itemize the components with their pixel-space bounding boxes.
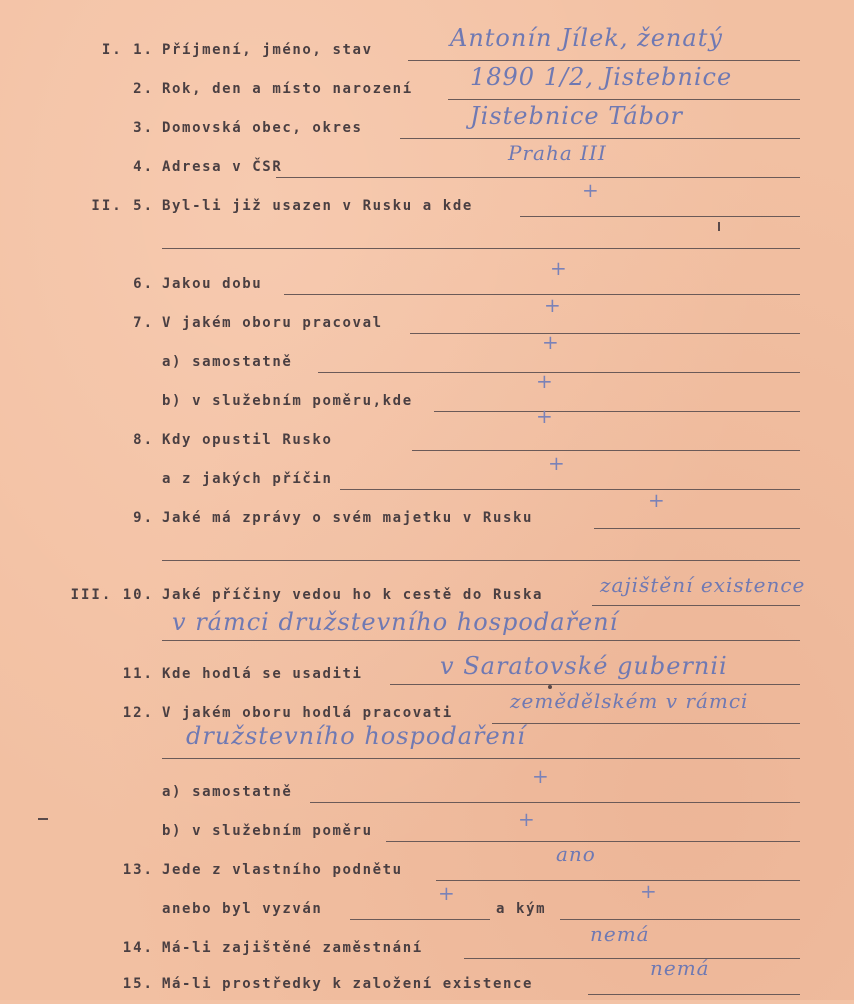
form-row-6	[0, 256, 854, 304]
form-row-3	[0, 102, 854, 148]
field-label: Adresa v ČSR	[162, 159, 283, 175]
item-number: I. 1.	[101, 42, 154, 58]
answer-line	[436, 880, 800, 881]
handwritten-answer: v rámci družstevního hospodaření	[172, 608, 619, 636]
form-row-5-continuation	[0, 226, 854, 258]
answer-line	[340, 489, 800, 490]
item-number: 6.	[133, 276, 154, 292]
form-row-7a	[0, 330, 854, 382]
answer-line	[276, 177, 800, 178]
handwritten-answer: Jistebnice Tábor	[470, 102, 683, 130]
handwritten-answer: +	[438, 881, 455, 905]
answer-line	[434, 411, 800, 412]
field-label: Kde hodlá se usaditi	[162, 666, 363, 682]
field-label: V jakém oboru pracoval	[162, 315, 383, 331]
handwritten-answer: +	[542, 330, 559, 354]
answer-line	[560, 919, 800, 920]
item-number: 11.	[122, 666, 154, 682]
field-label: Byl-li již usazen v Rusku a kde	[162, 198, 473, 214]
form-row-10-continuation	[0, 608, 854, 650]
answer-line	[412, 450, 800, 451]
handwritten-answer: družstevního hospodaření	[186, 722, 526, 750]
handwritten-answer: +	[640, 879, 657, 903]
field-label: Domovská obec, okres	[162, 120, 363, 136]
field-label-kym: a kým	[496, 901, 547, 917]
answer-line	[390, 684, 800, 685]
field-label: b) v služebním poměru,kde	[162, 393, 413, 409]
answer-line	[408, 60, 800, 61]
form-row-9	[0, 488, 854, 538]
item-number: III. 10.	[70, 587, 154, 603]
field-label: Příjmení, jméno, stav	[162, 42, 373, 58]
field-label: Má-li zajištěné zaměstnání	[162, 940, 423, 956]
handwritten-answer: Antonín Jílek, ženatý	[450, 24, 723, 52]
answer-line	[592, 605, 800, 606]
item-number: II. 5.	[91, 198, 154, 214]
item-number: 4.	[133, 159, 154, 175]
field-label: Má-li prostředky k založení existence	[162, 976, 534, 992]
ink-mark	[718, 222, 720, 231]
answer-line	[492, 723, 800, 724]
item-number: 2.	[133, 81, 154, 97]
item-number: 9.	[133, 510, 154, 526]
form-row-9-continuation	[0, 538, 854, 570]
item-number: 7.	[133, 315, 154, 331]
field-label: V jakém oboru hodlá pracovati	[162, 705, 453, 721]
answer-line	[284, 294, 800, 295]
answer-line	[162, 640, 800, 641]
form-row-7b	[0, 369, 854, 421]
field-label: a z jakých příčin	[162, 471, 333, 487]
form-row-15	[0, 956, 854, 1004]
handwritten-answer: zemědělském v rámci	[510, 689, 749, 713]
handwritten-answer: ano	[556, 842, 596, 866]
handwritten-answer: +	[518, 807, 535, 831]
ink-dot	[548, 685, 552, 689]
answer-line	[350, 919, 490, 920]
field-label: Jaké příčiny vedou ho k cestě do Ruska	[162, 587, 544, 603]
field-label: a) samostatně	[162, 784, 293, 800]
field-label: Jede z vlastního podnětu	[162, 862, 403, 878]
form-row-8	[0, 404, 854, 460]
item-number: 12.	[122, 705, 154, 721]
form-row-13	[0, 842, 854, 890]
form-row-2	[0, 63, 854, 109]
form-row-12a	[0, 764, 854, 812]
answer-line	[310, 802, 800, 803]
handwritten-answer: nemá	[590, 922, 650, 946]
handwritten-answer: +	[582, 178, 599, 202]
field-label: b) v služebním poměru	[162, 823, 373, 839]
answer-line	[318, 372, 800, 373]
margin-ink-mark	[38, 818, 48, 820]
handwritten-answer: zajištění existence	[600, 573, 806, 597]
form-row-4	[0, 141, 854, 187]
form-row-13a	[0, 879, 854, 929]
field-label: anebo byl vyzván	[162, 901, 323, 917]
answer-line	[410, 333, 800, 334]
answer-line	[520, 216, 800, 217]
answer-line	[588, 994, 800, 995]
field-label: Jaké má zprávy o svém majetku v Rusku	[162, 510, 534, 526]
item-number: 14.	[122, 940, 154, 956]
answer-line	[594, 528, 800, 529]
answer-line	[448, 99, 800, 100]
form-row-8a	[0, 451, 854, 499]
form-row-12b	[0, 807, 854, 851]
handwritten-answer: nemá	[650, 956, 710, 980]
answer-line	[464, 958, 800, 959]
form-row-14	[0, 922, 854, 968]
handwritten-answer: +	[544, 293, 561, 317]
field-label: Rok, den a místo narození	[162, 81, 413, 97]
answer-line	[162, 248, 800, 249]
item-number: 13.	[122, 862, 154, 878]
handwritten-answer: +	[550, 256, 567, 280]
field-label: Jakou dobu	[162, 276, 263, 292]
handwritten-answer: +	[532, 764, 549, 788]
handwritten-answer: +	[536, 404, 553, 428]
handwritten-answer: Praha III	[508, 141, 607, 165]
handwritten-answer: 1890 1/2, Jistebnice	[470, 63, 733, 91]
handwritten-answer: v Saratovské gubernii	[440, 652, 728, 680]
item-number: 3.	[133, 120, 154, 136]
form-row-5	[0, 178, 854, 226]
answer-line	[400, 138, 800, 139]
field-label: Kdy opustil Rusko	[162, 432, 333, 448]
handwritten-answer: +	[648, 488, 665, 512]
item-number: 8.	[133, 432, 154, 448]
handwritten-answer: +	[536, 369, 553, 393]
answer-line	[162, 560, 800, 561]
field-label: a) samostatně	[162, 354, 293, 370]
handwritten-answer: +	[548, 451, 565, 475]
answer-line	[162, 758, 800, 759]
form-row-12-continuation	[0, 722, 854, 768]
item-number: 15.	[122, 976, 154, 992]
form-row-7	[0, 293, 854, 343]
